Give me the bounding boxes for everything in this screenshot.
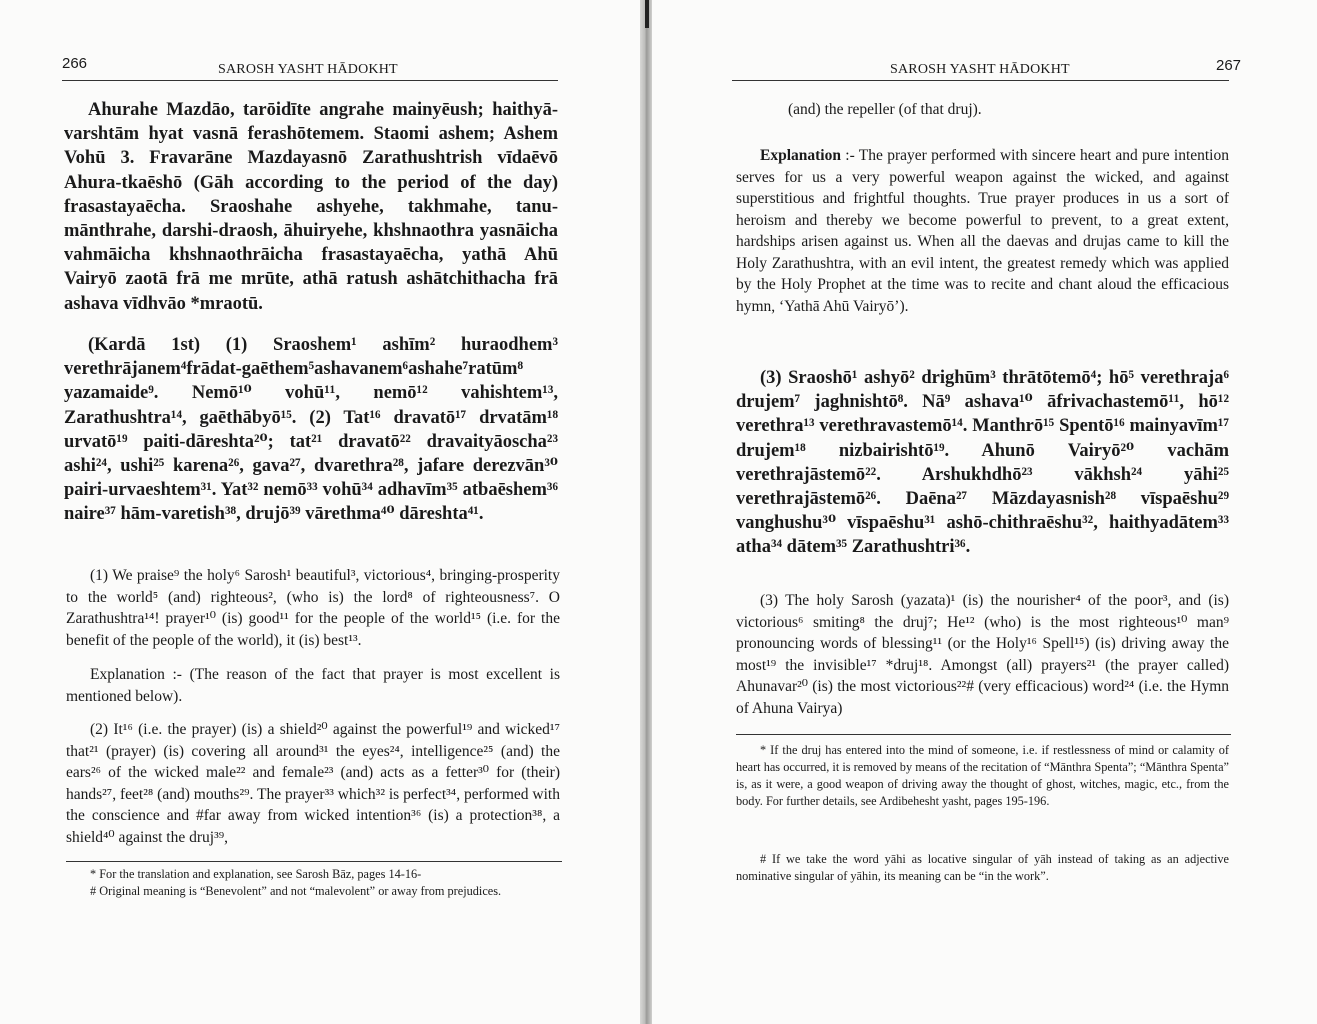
explanation-label: Explanation xyxy=(760,147,841,164)
translation-paragraph: (1) We praise⁹ the holy⁶ Sarosh¹ beautiful³, victorious⁴, bringing-prosperity to the world⁵ (and) righteous², (who is) the lord⁸ of righteousness⁷. O Zarathushtra¹⁴! prayer¹⁰ (is) good¹¹ for the people of the world¹⁵ (i.e. for the benefit of the people of the world), it (is) best¹³. xyxy=(66,567,560,649)
translation-paragraph: (2) It¹⁶ (i.e. the prayer) (is) a shield²⁰ against the powerful¹⁹ and wicked¹⁷ that²¹ (prayer) (is) covering all around³¹ the eyes²⁴, intelligence²⁵ (and) the ears²⁶ of the wicked male²² and female²³ (and) acts as a fetter³⁰ for (their) hands²⁷, feet²⁸ (and) mouths²⁹. The prayer³³ which³² is perfect³⁴, performed with the conscience and #far away from wicked intention³⁶ (is) a protection³⁸, a shield⁴⁰ against the druj³⁹, xyxy=(66,721,560,846)
footnote-rule xyxy=(736,734,1231,735)
footnote: * For the translation and explanation, see Sarosh Bāz, pages 14-16- xyxy=(90,867,422,881)
header-rule xyxy=(62,80,558,81)
explanation-paragraph xyxy=(736,145,1229,317)
footnote-rule xyxy=(66,861,562,862)
explanation-paragraph: Explanation :- (The reason of the fact that prayer is most excellent is mentioned below). xyxy=(66,666,560,705)
avestan-paragraph: Ahurahe Mazdāo, tarōidīte angrahe mainyēush; haithyā-varshtām hyat vasnā ferashōtemem. Staomi ashem; Ashem Vohū 3. Fravarāne Mazdayasnō Zarathushtrish vīdaēvō Ahura-tkaēshō (Gāh according to the period of the day) frasastayaēcha. Sraoshahe ashyehe, takhmahe, tanu-mānthrahe, darshi-draosh, āhuiryehe, khshnaothra yasnāicha vahmāicha khshnaothrāicha frasastayaēcha, yathā Ahū Vairyō zaotā frā me mrūte, athā ratush ashātchithacha frā ashava vīdhvāo *mraotū. xyxy=(64,100,558,314)
book-gutter xyxy=(640,0,652,1024)
translation-paragraph: (3) The holy Sarosh (yazata)¹ (is) the nourisher⁴ of the poor³, and (is) victorious⁶ smiting⁸ the druj⁷; He¹² (who) is the most righteous¹⁰ man⁹ pronouncing words of blessing¹¹ (or the Holy¹⁶ Spell¹⁵) (is) driving away the most¹⁹ the invisible¹⁷ *druj¹⁸. Amongst (all) prayers²¹ (the prayer called) Ahunavar²⁰ (is) the most victorious²²# (very efficacious) word²⁴ (i.e. the Hymn of Ahuna Vairya) xyxy=(736,592,1229,717)
avestan-paragraph: (Kardā 1st) (1) Sraoshem¹ ashīm² huraodhem³ verethrājanem⁴frādat-gaēthem⁵ashavanem⁶ashahe⁷ratūm⁸ yazamaide⁹. Nemō¹⁰ vohū¹¹, nemō¹² vahishtem¹³, Zarathushtra¹⁴, gaēthābyō¹⁵. (2) Tat¹⁶ dravatō¹⁷ drvatām¹⁸ urvatō¹⁹ paiti-dāreshta²⁰; tat²¹ dravatō²² dravaityāoscha²³ ashi²⁴, ushi²⁵ karena²⁶, gava²⁷, dvarethra²⁸, jafare derezvān³⁰ pairi-urvaeshtem³¹. Yat³² nemō³³ vohū³⁴ adhavīm³⁵ atbaēshem³⁶ naire³⁷ hām-varetish³⁸, drujō³⁹ vārethma⁴⁰ dāreshta⁴¹. xyxy=(64,335,558,525)
running-head: SAROSH YASHT HĀDOKHT xyxy=(218,62,398,77)
left-page xyxy=(0,0,640,1024)
page-number: 266 xyxy=(62,55,88,72)
footnote: * If the druj has entered into the mind of someone, i.e. if restlessness of mind or calamity of heart has occurred, it is removed by means of the recitation of “Mānthra Spenta”; “Mānthra Spenta” is, as it were, a good weapon of driving away the thought of ghost, witches, magic, etc., from the body. For further details, see Ardibehesht yasht, pages 195-196. xyxy=(736,743,1229,808)
footnote: # Original meaning is “Benevolent” and not “malevolent” or away from prejudices. xyxy=(90,884,502,898)
explanation-text: :- The prayer performed with sincere heart and pure intention serves for us a very powerful weapon against the wicked, and against superstitious and frightful thoughts. True prayer produces in us a sort of heroism and thereby we become powerful to prevent, to a great extent, hardships arisen against us. When all the daevas and drujas came to kill the Holy Zarathushtra, with an evil intent, the greatest remedy which was applied by the Holy Prophet at the time was to recite and chant aloud the efficacious hymn, ‘Yathā Ahū Vairyō’). xyxy=(736,147,1229,315)
right-page xyxy=(652,0,1317,1024)
footnote: # If we take the word yāhi as locative singular of yāh instead of taking as an adjective nominative singular of yāhin, its meaning can be “in the work”. xyxy=(736,852,1229,883)
page-number: 267 xyxy=(1216,57,1242,74)
translation-paragraph: (and) the repeller (of that druj). xyxy=(788,101,982,118)
book-spine-mark xyxy=(645,0,649,28)
avestan-paragraph: (3) Sraoshō¹ ashyō² drighūm³ thrātōtemō⁴; hō⁵ verethraja⁶ drujem⁷ jaghnishtō⁸. Nā⁹ ashava¹⁰ āfrivachastemō¹¹, hō¹² verethra¹³ verethravastemō¹⁴. Manthrō¹⁵ Spentō¹⁶ mainyavīm¹⁷ drujem¹⁸ nizbairishtō¹⁹. Ahunō Vairyō²⁰ vachām verethrajāstemō²². Arshukhdhō²³ vākhsh²⁴ yāhi²⁵ verethrajāstemō²⁶. Daēna²⁷ Māzdayasnish²⁸ vīspaēshu²⁹ vanghushu³⁰ vīspaēshu³¹ ashō-chithraēshu³², haithyadātem³³ atha³⁴ dātem³⁵ Zarathushtri³⁶. xyxy=(736,368,1229,558)
running-head: SAROSH YASHT HĀDOKHT xyxy=(890,62,1070,77)
header-rule xyxy=(732,80,1229,81)
